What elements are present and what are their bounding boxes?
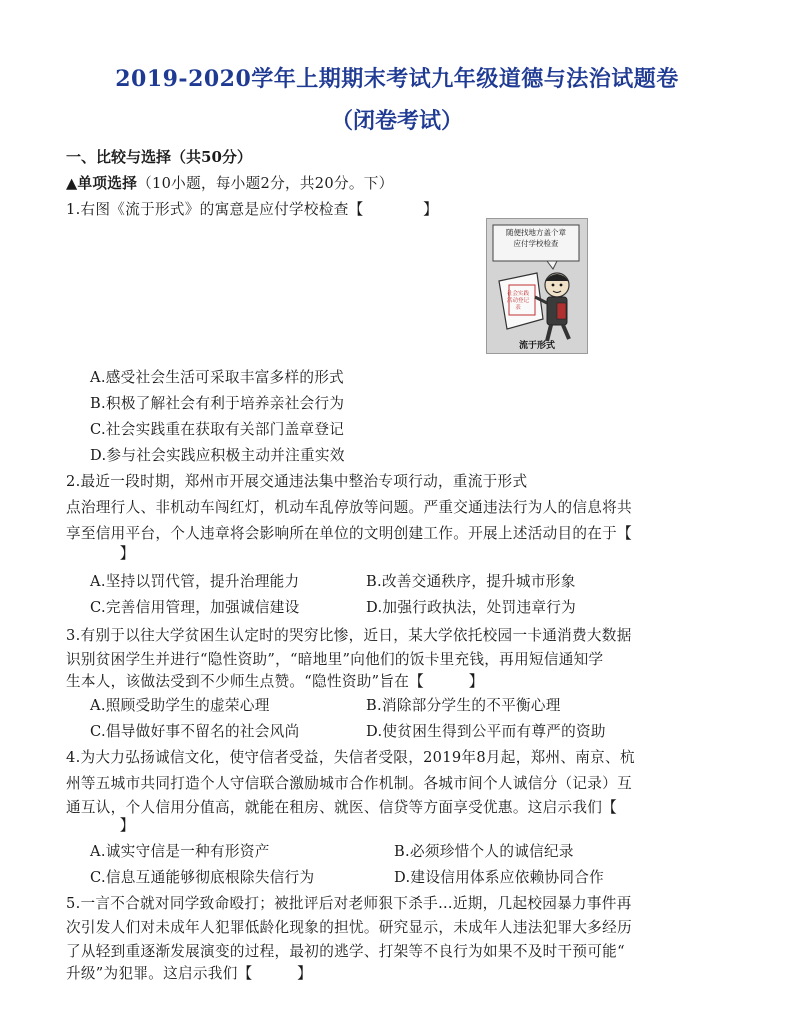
q3-option-d[interactable]: D.使贫困生得到公平而有尊严的资助 (366, 723, 606, 740)
q2-line-3: 享至信用平台，个人违章将会影响所在单位的文明创建工作。开展上述活动目的在于【 (66, 525, 632, 542)
section-heading: 一、比较与选择（共50分） (66, 148, 252, 166)
single-choice-heading (66, 172, 394, 193)
q4-line-3: 通互认，个人信用分值高，就能在租房、就医、信贷等方面享受优惠。这启示我们【 (66, 799, 618, 816)
q3-option-c[interactable]: C.倡导做好事不留名的社会风尚 (90, 723, 300, 740)
q4-line-4: 】 (90, 817, 135, 834)
q4-option-a[interactable]: A.诚实守信是一种有形资产 (90, 843, 270, 860)
q4-option-c[interactable]: C.信息互通能够彻底根除失信行为 (90, 869, 315, 886)
cartoon-bubble-line2: 应付学校检查 (513, 239, 559, 248)
q4-line-2: 州等五城市共同打造个人守信联合激励城市合作机制。各城市间个人诚信分（记录）互 (66, 775, 632, 792)
q4-option-b[interactable]: B.必须珍惜个人的诚信纪录 (394, 843, 574, 860)
single-choice-note: （10小题，每小题2分，共20分。下） (137, 175, 394, 192)
q3-line-3: 生本人，该做法受到不少师生点赞。“隐性资助”旨在【 】 (66, 673, 484, 690)
q2-option-a[interactable]: A.坚持以罚代管，提升治理能力 (90, 573, 300, 590)
q1-option-a[interactable]: A.感受社会生活可采取丰富多样的形式 (90, 369, 345, 386)
q3-option-b[interactable]: B.消除部分学生的不平衡心理 (366, 697, 561, 714)
q5-line-3: 了从轻到重逐渐发展演变的过程，最初的逃学、打架等不良行为如果不及时干预可能“ (66, 943, 625, 960)
q3-option-a[interactable]: A.照顾受助学生的虚荣心理 (90, 697, 270, 714)
q4-option-d[interactable]: D.建设信用体系应依赖协同合作 (394, 869, 605, 886)
q4-line-1: 4.为大力弘扬诚信文化，使守信者受益，失信者受限，2019年8月起，郑州、南京、杭 (66, 749, 635, 766)
cartoon-bubble-line1: 随便找地方盖个章 (506, 228, 566, 237)
q3-line-1: 3.有别于以往大学贫困生认定时的哭穷比惨，近日，某大学依托校园一卡通消费大数据 (66, 627, 632, 644)
q1-option-c[interactable]: C.社会实践重在获取有关部门盖章登记 (90, 421, 345, 438)
cartoon-book-text: 社会实践活动登记表 (507, 291, 530, 311)
q5-line-4: 升级”为犯罪。这启示我们【 】 (66, 965, 313, 982)
q2-option-b[interactable]: B.改善交通秩序，提升城市形象 (366, 573, 576, 590)
q3-line-2: 识别贫困学生并进行“隐性资助”，“暗地里”向他们的饭卡里充钱，再用短信通知学 (66, 651, 604, 668)
q5-line-2: 次引发人们对未成年人犯罪低龄化现象的担忧。研究显示，未成年人违法犯罪大多经历 (66, 919, 632, 936)
q5-line-1: 5.一言不合就对同学致命殴打；被批评后对老师狠下杀手…近期，几起校园暴力事件再 (66, 895, 632, 912)
page-subtitle: （闭卷考试） (330, 108, 463, 134)
cartoon-image (486, 218, 588, 354)
q1-stem: 1.右图《流于形式》的寓意是应付学校检查【 】 (66, 201, 438, 218)
q2-option-c[interactable]: C.完善信用管理，加强诚信建设 (90, 599, 300, 616)
q2-line-4: 】 (90, 545, 135, 562)
page-title: 2019-2020学年上期期末考试九年级道德与法治试题卷 (115, 66, 679, 92)
cartoon-caption: 流于形式 (518, 341, 555, 351)
q2-line-2: 点治理行人、非机动车闯红灯，机动车乱停放等问题。严重交通违法行为人的信息将共 (66, 499, 632, 516)
cartoon-bubble (495, 227, 577, 261)
q1-option-b[interactable]: B.积极了解社会有利于培养亲社会行为 (90, 395, 345, 412)
q2-line-1: 2.最近一段时期，郑州市开展交通违法集中整治专项行动，重流于形式 (66, 473, 528, 490)
single-choice-label: ▲单项选择 (66, 175, 138, 192)
q1-option-d[interactable]: D.参与社会实践应积极主动并注重实效 (90, 447, 345, 464)
q2-option-d[interactable]: D.加强行政执法，处罚违章行为 (366, 599, 577, 616)
